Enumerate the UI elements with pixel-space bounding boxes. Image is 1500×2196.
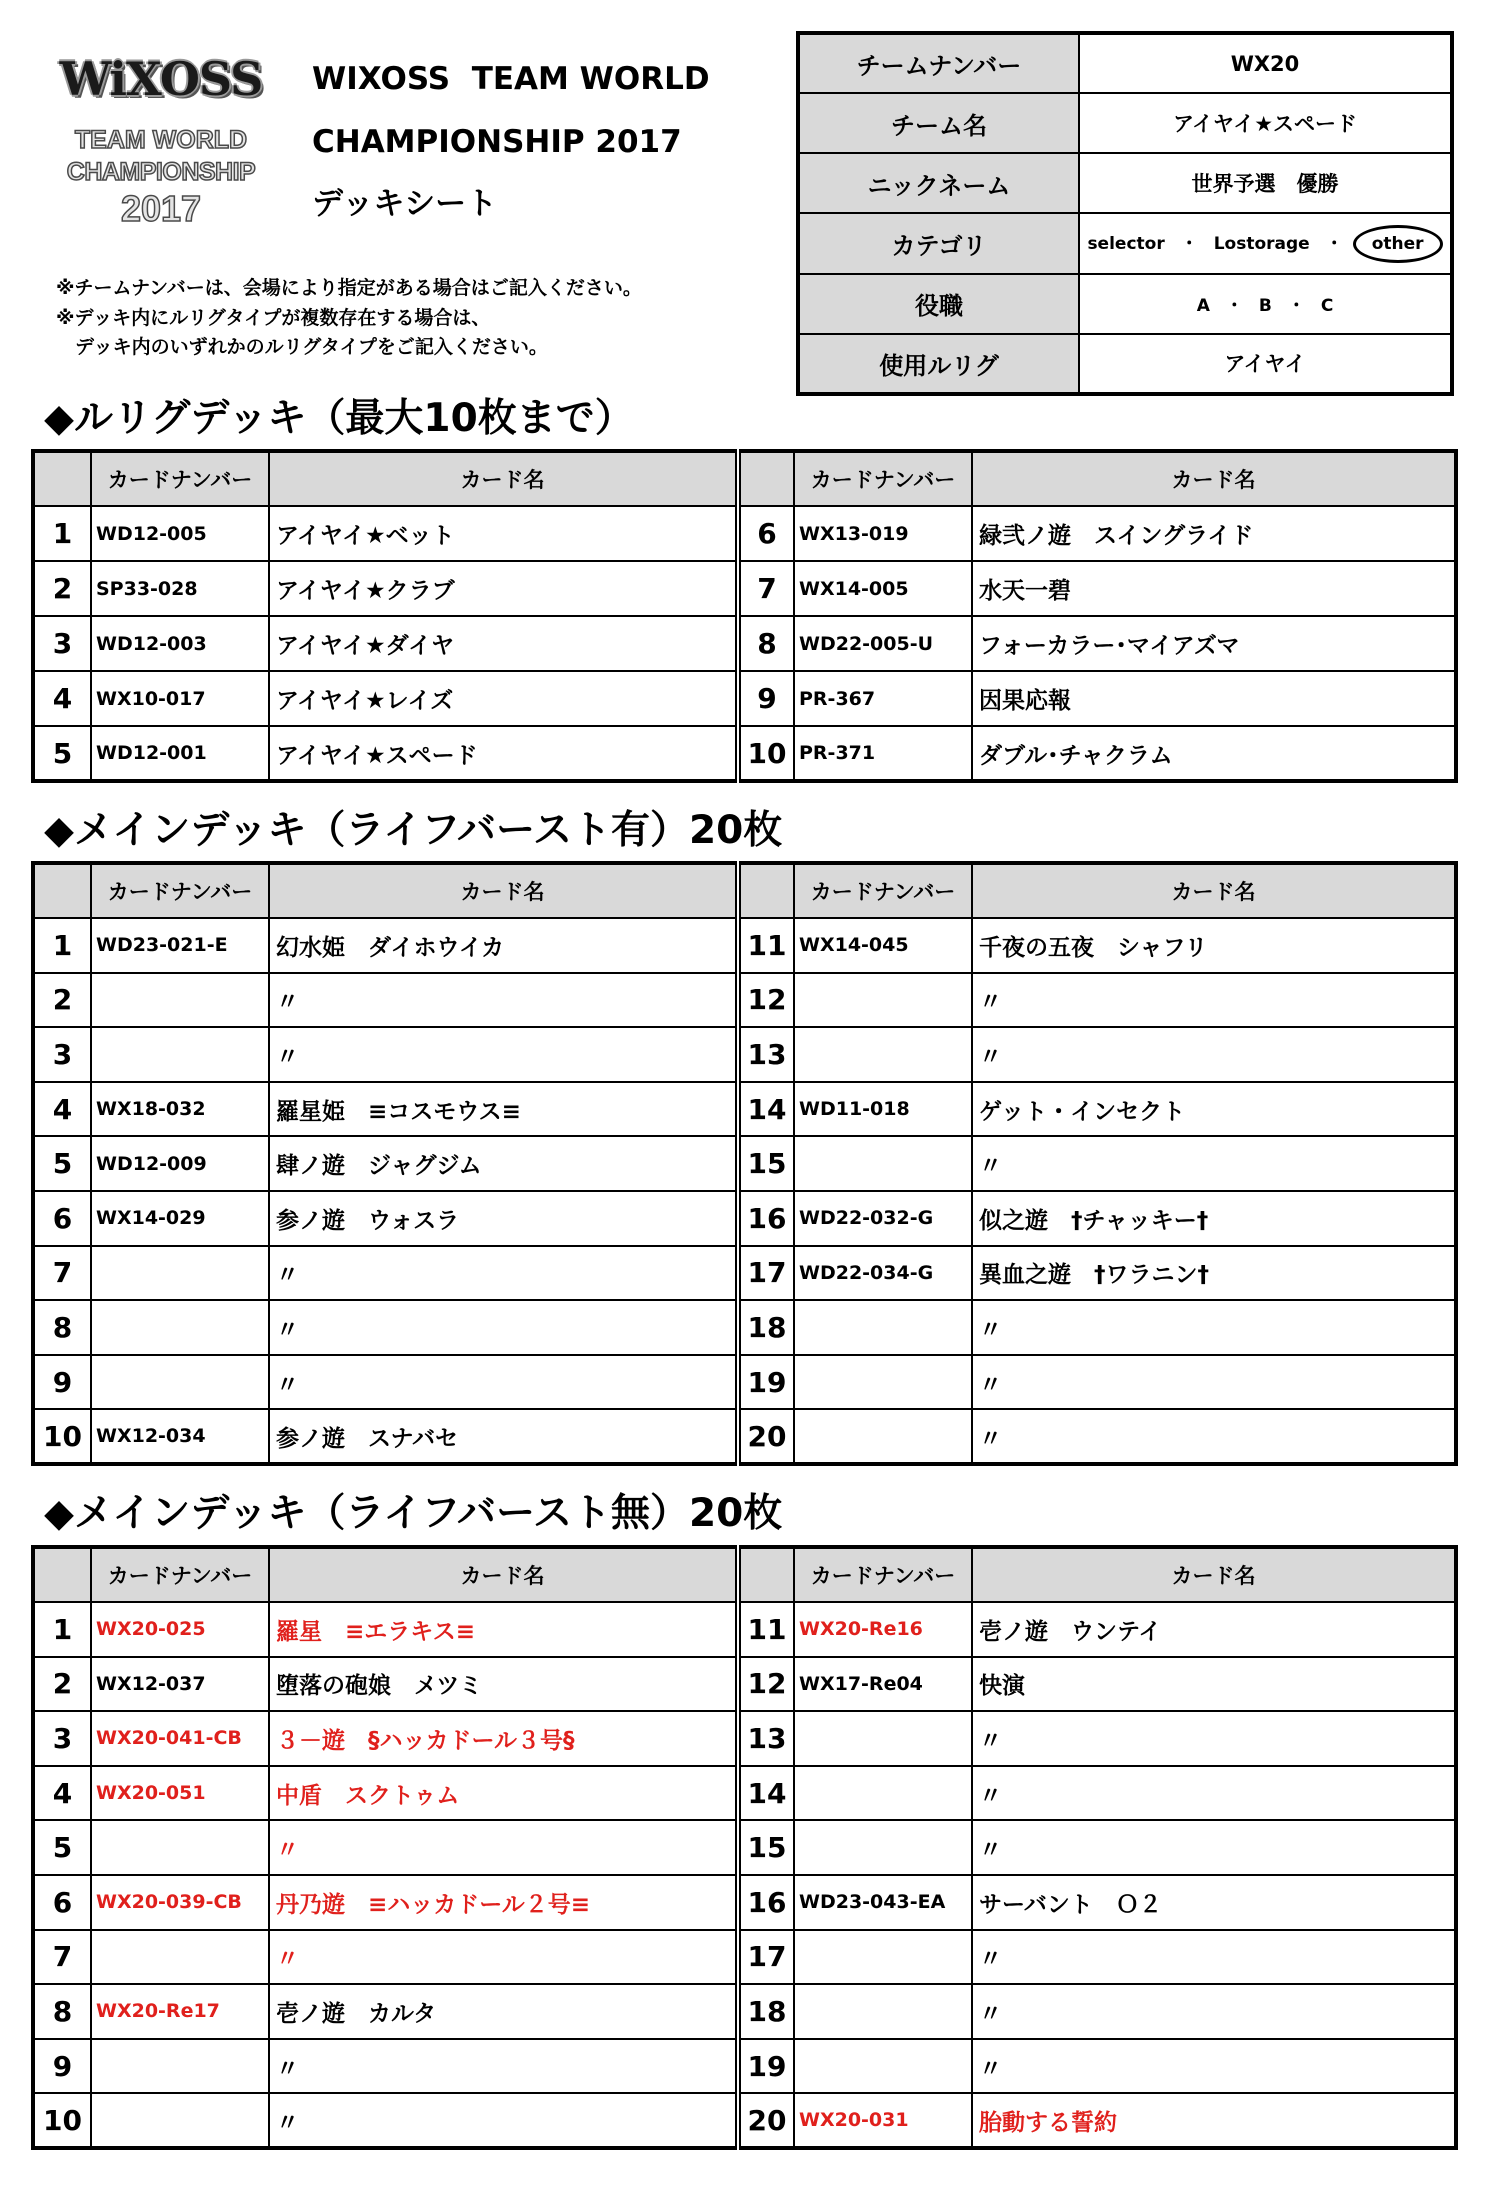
column-header-slot	[33, 451, 91, 506]
card-name: アイヤイ★ベット	[269, 506, 738, 561]
page-title-line-2: CHAMPIONSHIP 2017	[312, 124, 682, 160]
card-slot-number: 6	[33, 1875, 91, 1930]
card-name: 〃	[972, 1766, 1456, 1821]
card-name: 参ノ遊 ウォスラ	[269, 1191, 738, 1246]
category-separator: ・	[1325, 233, 1343, 254]
card-slot-number: 2	[33, 973, 91, 1028]
card-number: WD22-005-U	[794, 616, 972, 671]
column-header-card-number: カードナンバー	[91, 451, 269, 506]
card-name: 肆ノ遊 ジャグジム	[269, 1136, 738, 1191]
note-line-3: デッキ内のいずれかのルリグタイプをご記入ください。	[56, 336, 548, 358]
card-name: 〃	[269, 973, 738, 1028]
card-slot-number: 14	[738, 1766, 794, 1821]
card-slot-number: 11	[738, 918, 794, 973]
main-deck-no-lb-heading: ◆メインデッキ（ライフバースト無）20枚	[44, 1491, 783, 1536]
table-row	[33, 2039, 1456, 2094]
team-name-value: アイヤイ★スペード	[1079, 93, 1452, 153]
card-slot-number: 12	[738, 1657, 794, 1712]
card-number: WD11-018	[794, 1082, 972, 1137]
card-name: 〃	[972, 1300, 1456, 1355]
card-number	[91, 1355, 269, 1410]
card-number: WX14-045	[794, 918, 972, 973]
card-slot-number: 3	[33, 1027, 91, 1082]
card-name: 千夜の五夜 シャフリ	[972, 918, 1456, 973]
nickname-label: ニックネーム	[798, 153, 1079, 213]
card-slot-number: 5	[33, 1820, 91, 1875]
card-name: 〃	[269, 1246, 738, 1301]
card-slot-number: 15	[738, 1820, 794, 1875]
info-row-team-name	[798, 93, 1452, 153]
card-slot-number: 5	[33, 726, 91, 781]
card-number: WX20-051	[91, 1766, 269, 1821]
card-number	[794, 973, 972, 1028]
card-number	[91, 1246, 269, 1301]
column-header-slot	[738, 451, 794, 506]
team-number-label: チームナンバー	[798, 33, 1079, 93]
card-number: WD23-043-EA	[794, 1875, 972, 1930]
card-number: WX14-005	[794, 561, 972, 616]
column-header-card-name: カード名	[972, 451, 1456, 506]
card-number: WX12-037	[91, 1657, 269, 1712]
card-number: WD12-003	[91, 616, 269, 671]
card-number: WX20-039-CB	[91, 1875, 269, 1930]
table-row	[33, 671, 1456, 726]
table-row	[33, 1602, 1456, 1657]
card-slot-number: 7	[33, 1930, 91, 1985]
role-value	[1079, 274, 1452, 334]
card-number: WX20-Re16	[794, 1602, 972, 1657]
card-number: WX20-041-CB	[91, 1711, 269, 1766]
category-option-lostorage: Lostorage	[1213, 233, 1310, 254]
team-info-table	[796, 31, 1454, 396]
card-name: 〃	[972, 1820, 1456, 1875]
column-header-card-number: カードナンバー	[794, 863, 972, 918]
table-row	[33, 561, 1456, 616]
info-row-role	[798, 274, 1452, 334]
card-name: 緑弐ノ遊 スイングライド	[972, 506, 1456, 561]
card-number	[794, 1409, 972, 1464]
table-row	[33, 1875, 1456, 1930]
table-row	[33, 616, 1456, 671]
card-slot-number: 7	[738, 561, 794, 616]
card-name: 〃	[269, 1027, 738, 1082]
card-slot-number: 8	[738, 616, 794, 671]
table-row	[33, 1409, 1456, 1464]
lrig-deck-table	[31, 449, 1458, 783]
card-number: WX13-019	[794, 506, 972, 561]
card-name: 〃	[269, 2039, 738, 2094]
role-separator: ・	[1287, 296, 1305, 317]
card-number	[794, 1300, 972, 1355]
card-slot-number: 2	[33, 561, 91, 616]
card-slot-number: 6	[33, 1191, 91, 1246]
column-header-card-number: カードナンバー	[91, 863, 269, 918]
column-header-card-number: カードナンバー	[794, 1547, 972, 1602]
card-slot-number: 16	[738, 1875, 794, 1930]
card-slot-number: 8	[33, 1984, 91, 2039]
card-slot-number: 4	[33, 1082, 91, 1137]
card-name: 水天一碧	[972, 561, 1456, 616]
card-slot-number: 9	[33, 1355, 91, 1410]
card-slot-number: 10	[33, 1409, 91, 1464]
info-row-team-number	[798, 33, 1452, 93]
card-number	[794, 1711, 972, 1766]
card-name: ゲット・インセクト	[972, 1082, 1456, 1137]
card-slot-number: 10	[33, 2093, 91, 2148]
role-option-c: C	[1320, 296, 1334, 317]
card-slot-number: 13	[738, 1027, 794, 1082]
card-number: WX14-029	[91, 1191, 269, 1246]
card-name: 因果応報	[972, 671, 1456, 726]
card-number	[91, 1027, 269, 1082]
card-slot-number: 5	[33, 1136, 91, 1191]
table-row	[33, 1930, 1456, 1985]
card-number: WX18-032	[91, 1082, 269, 1137]
card-name: 参ノ遊 スナバセ	[269, 1409, 738, 1464]
card-number: WX20-031	[794, 2093, 972, 2148]
card-number: WX12-034	[91, 1409, 269, 1464]
card-number	[794, 1027, 972, 1082]
table-header-row	[33, 863, 1456, 918]
note-line-2: ※デッキ内にルリグタイプが複数存在する場合は、	[56, 307, 491, 329]
card-name: 〃	[269, 1300, 738, 1355]
table-row	[33, 973, 1456, 1028]
card-slot-number: 15	[738, 1136, 794, 1191]
card-number: WX10-017	[91, 671, 269, 726]
card-number	[91, 1930, 269, 1985]
card-number: WX20-025	[91, 1602, 269, 1657]
column-header-card-name: カード名	[972, 863, 1456, 918]
info-row-category	[798, 213, 1452, 273]
card-name: ３－遊 §ハッカドール３号§	[269, 1711, 738, 1766]
main-deck-lb-heading: ◆メインデッキ（ライフバースト有）20枚	[44, 808, 783, 853]
card-slot-number: 3	[33, 1711, 91, 1766]
card-name: 堕落の砲娘 メツミ	[269, 1657, 738, 1712]
lrig-label: 使用ルリグ	[798, 334, 1079, 394]
card-name: サーバント Ｏ２	[972, 1875, 1456, 1930]
card-number: WD23-021-E	[91, 918, 269, 973]
card-name: 羅星 ≡エラキス≡	[269, 1602, 738, 1657]
card-slot-number: 20	[738, 2093, 794, 2148]
category-value	[1079, 213, 1452, 273]
card-name: 〃	[269, 1930, 738, 1985]
card-name: 〃	[972, 2039, 1456, 2094]
table-row	[33, 1027, 1456, 1082]
card-number: WD12-009	[91, 1136, 269, 1191]
category-option-other-circled: other	[1353, 225, 1443, 263]
card-name: 〃	[269, 1355, 738, 1410]
category-label: カテゴリ	[798, 213, 1079, 273]
card-number	[794, 1766, 972, 1821]
lrig-value: アイヤイ	[1079, 334, 1452, 394]
page-title-line-3: デッキシート	[312, 186, 498, 222]
card-slot-number: 4	[33, 1766, 91, 1821]
card-number: WD22-032-G	[794, 1191, 972, 1246]
column-header-slot	[33, 1547, 91, 1602]
card-slot-number: 18	[738, 1300, 794, 1355]
card-name: 〃	[269, 1820, 738, 1875]
card-name: 〃	[972, 1355, 1456, 1410]
card-slot-number: 20	[738, 1409, 794, 1464]
column-header-card-name: カード名	[972, 1547, 1456, 1602]
column-header-card-number: カードナンバー	[91, 1547, 269, 1602]
card-number	[91, 973, 269, 1028]
column-header-slot	[738, 863, 794, 918]
card-number	[794, 1984, 972, 2039]
role-separator: ・	[1225, 296, 1243, 317]
main-deck-lb-table	[31, 861, 1458, 1466]
card-slot-number: 9	[33, 2039, 91, 2094]
card-name: 幻水姫 ダイホウイカ	[269, 918, 738, 973]
category-separator: ・	[1180, 233, 1198, 254]
card-slot-number: 12	[738, 973, 794, 1028]
card-name: 〃	[972, 1409, 1456, 1464]
team-name-label: チーム名	[798, 93, 1079, 153]
column-header-card-name: カード名	[269, 863, 738, 918]
card-name: 〃	[972, 1136, 1456, 1191]
card-name: 〃	[972, 973, 1456, 1028]
table-row	[33, 506, 1456, 561]
card-number: WX20-Re17	[91, 1984, 269, 2039]
card-name: 〃	[972, 1930, 1456, 1985]
column-header-slot	[738, 1547, 794, 1602]
card-slot-number: 3	[33, 616, 91, 671]
card-slot-number: 2	[33, 1657, 91, 1712]
column-header-card-number: カードナンバー	[794, 451, 972, 506]
card-slot-number: 14	[738, 1082, 794, 1137]
table-row	[33, 1136, 1456, 1191]
logo-brand: WiXOSS	[59, 52, 263, 106]
table-row	[33, 918, 1456, 973]
table-row	[33, 1984, 1456, 2039]
table-row	[33, 1711, 1456, 1766]
table-header-row	[33, 451, 1456, 506]
info-row-nickname	[798, 153, 1452, 213]
card-number	[91, 1300, 269, 1355]
card-name: 羅星姫 ≡コスモウス≡	[269, 1082, 738, 1137]
note-line-1: ※チームナンバーは、会場により指定がある場合はご記入ください。	[56, 277, 642, 299]
card-name: 〃	[972, 1711, 1456, 1766]
category-option-selector: selector	[1087, 233, 1165, 254]
card-slot-number: 18	[738, 1984, 794, 2039]
table-row	[33, 1766, 1456, 1821]
lrig-deck-heading: ◆ルリグデッキ（最大10枚まで）	[44, 396, 634, 441]
role-option-b: B	[1258, 296, 1272, 317]
card-name: 異血之遊 †ワラニン†	[972, 1246, 1456, 1301]
role-option-a: A	[1196, 296, 1210, 317]
card-number: WD12-005	[91, 506, 269, 561]
card-name: 胎動する誓約	[972, 2093, 1456, 2148]
card-number: WX17-Re04	[794, 1657, 972, 1712]
card-slot-number: 1	[33, 918, 91, 973]
card-name: アイヤイ★ダイヤ	[269, 616, 738, 671]
card-slot-number: 16	[738, 1191, 794, 1246]
wixoss-logo	[56, 52, 266, 232]
card-name: 丹乃遊 ≡ハッカドール２号≡	[269, 1875, 738, 1930]
card-number	[91, 1820, 269, 1875]
card-number	[794, 1820, 972, 1875]
card-slot-number: 4	[33, 671, 91, 726]
card-number: PR-371	[794, 726, 972, 781]
table-row	[33, 726, 1456, 781]
column-header-card-name: カード名	[269, 451, 738, 506]
card-name: 〃	[972, 1027, 1456, 1082]
table-row	[33, 1355, 1456, 1410]
card-slot-number: 1	[33, 506, 91, 561]
card-slot-number: 8	[33, 1300, 91, 1355]
card-name: 似之遊 †チャッキー†	[972, 1191, 1456, 1246]
card-name: アイヤイ★クラブ	[269, 561, 738, 616]
main-deck-no-lb-table	[31, 1545, 1458, 2150]
card-number	[794, 2039, 972, 2094]
card-name: 〃	[269, 2093, 738, 2148]
card-number	[794, 1355, 972, 1410]
info-row-lrig	[798, 334, 1452, 394]
table-row	[33, 1820, 1456, 1875]
column-header-card-name: カード名	[269, 1547, 738, 1602]
table-header-row	[33, 1547, 1456, 1602]
logo-team-world: TEAM WORLD	[74, 126, 248, 154]
card-slot-number: 1	[33, 1602, 91, 1657]
card-slot-number: 13	[738, 1711, 794, 1766]
card-name: 壱ノ遊 ウンテイ	[972, 1602, 1456, 1657]
card-name: ダブル･チャクラム	[972, 726, 1456, 781]
card-name: フォーカラー･マイアズマ	[972, 616, 1456, 671]
table-row	[33, 1191, 1456, 1246]
card-slot-number: 19	[738, 2039, 794, 2094]
team-number-value: WX20	[1079, 33, 1452, 93]
card-name: 壱ノ遊 カルタ	[269, 1984, 738, 2039]
page-title-line-1: WIXOSS TEAM WORLD	[312, 61, 710, 97]
table-row	[33, 1246, 1456, 1301]
table-row	[33, 1657, 1456, 1712]
card-name: 快演	[972, 1657, 1456, 1712]
role-label: 役職	[798, 274, 1079, 334]
table-row	[33, 1082, 1456, 1137]
nickname-value: 世界予選 優勝	[1079, 153, 1452, 213]
card-slot-number: 9	[738, 671, 794, 726]
card-slot-number: 17	[738, 1246, 794, 1301]
card-number	[794, 1930, 972, 1985]
card-name: アイヤイ★スペード	[269, 726, 738, 781]
card-name: 〃	[972, 1984, 1456, 2039]
card-number	[794, 1136, 972, 1191]
column-header-slot	[33, 863, 91, 918]
logo-year: 2017	[120, 188, 202, 229]
card-number	[91, 2039, 269, 2094]
card-number: PR-367	[794, 671, 972, 726]
card-slot-number: 11	[738, 1602, 794, 1657]
table-row	[33, 2093, 1456, 2148]
card-number: SP33-028	[91, 561, 269, 616]
card-slot-number: 17	[738, 1930, 794, 1985]
card-slot-number: 6	[738, 506, 794, 561]
table-row	[33, 1300, 1456, 1355]
card-number: WD22-034-G	[794, 1246, 972, 1301]
card-slot-number: 10	[738, 726, 794, 781]
card-slot-number: 19	[738, 1355, 794, 1410]
card-slot-number: 7	[33, 1246, 91, 1301]
card-name: 中盾 スクトゥム	[269, 1766, 738, 1821]
card-name: アイヤイ★レイズ	[269, 671, 738, 726]
logo-championship: CHAMPIONSHIP	[66, 158, 256, 186]
card-number: WD12-001	[91, 726, 269, 781]
card-number	[91, 2093, 269, 2148]
